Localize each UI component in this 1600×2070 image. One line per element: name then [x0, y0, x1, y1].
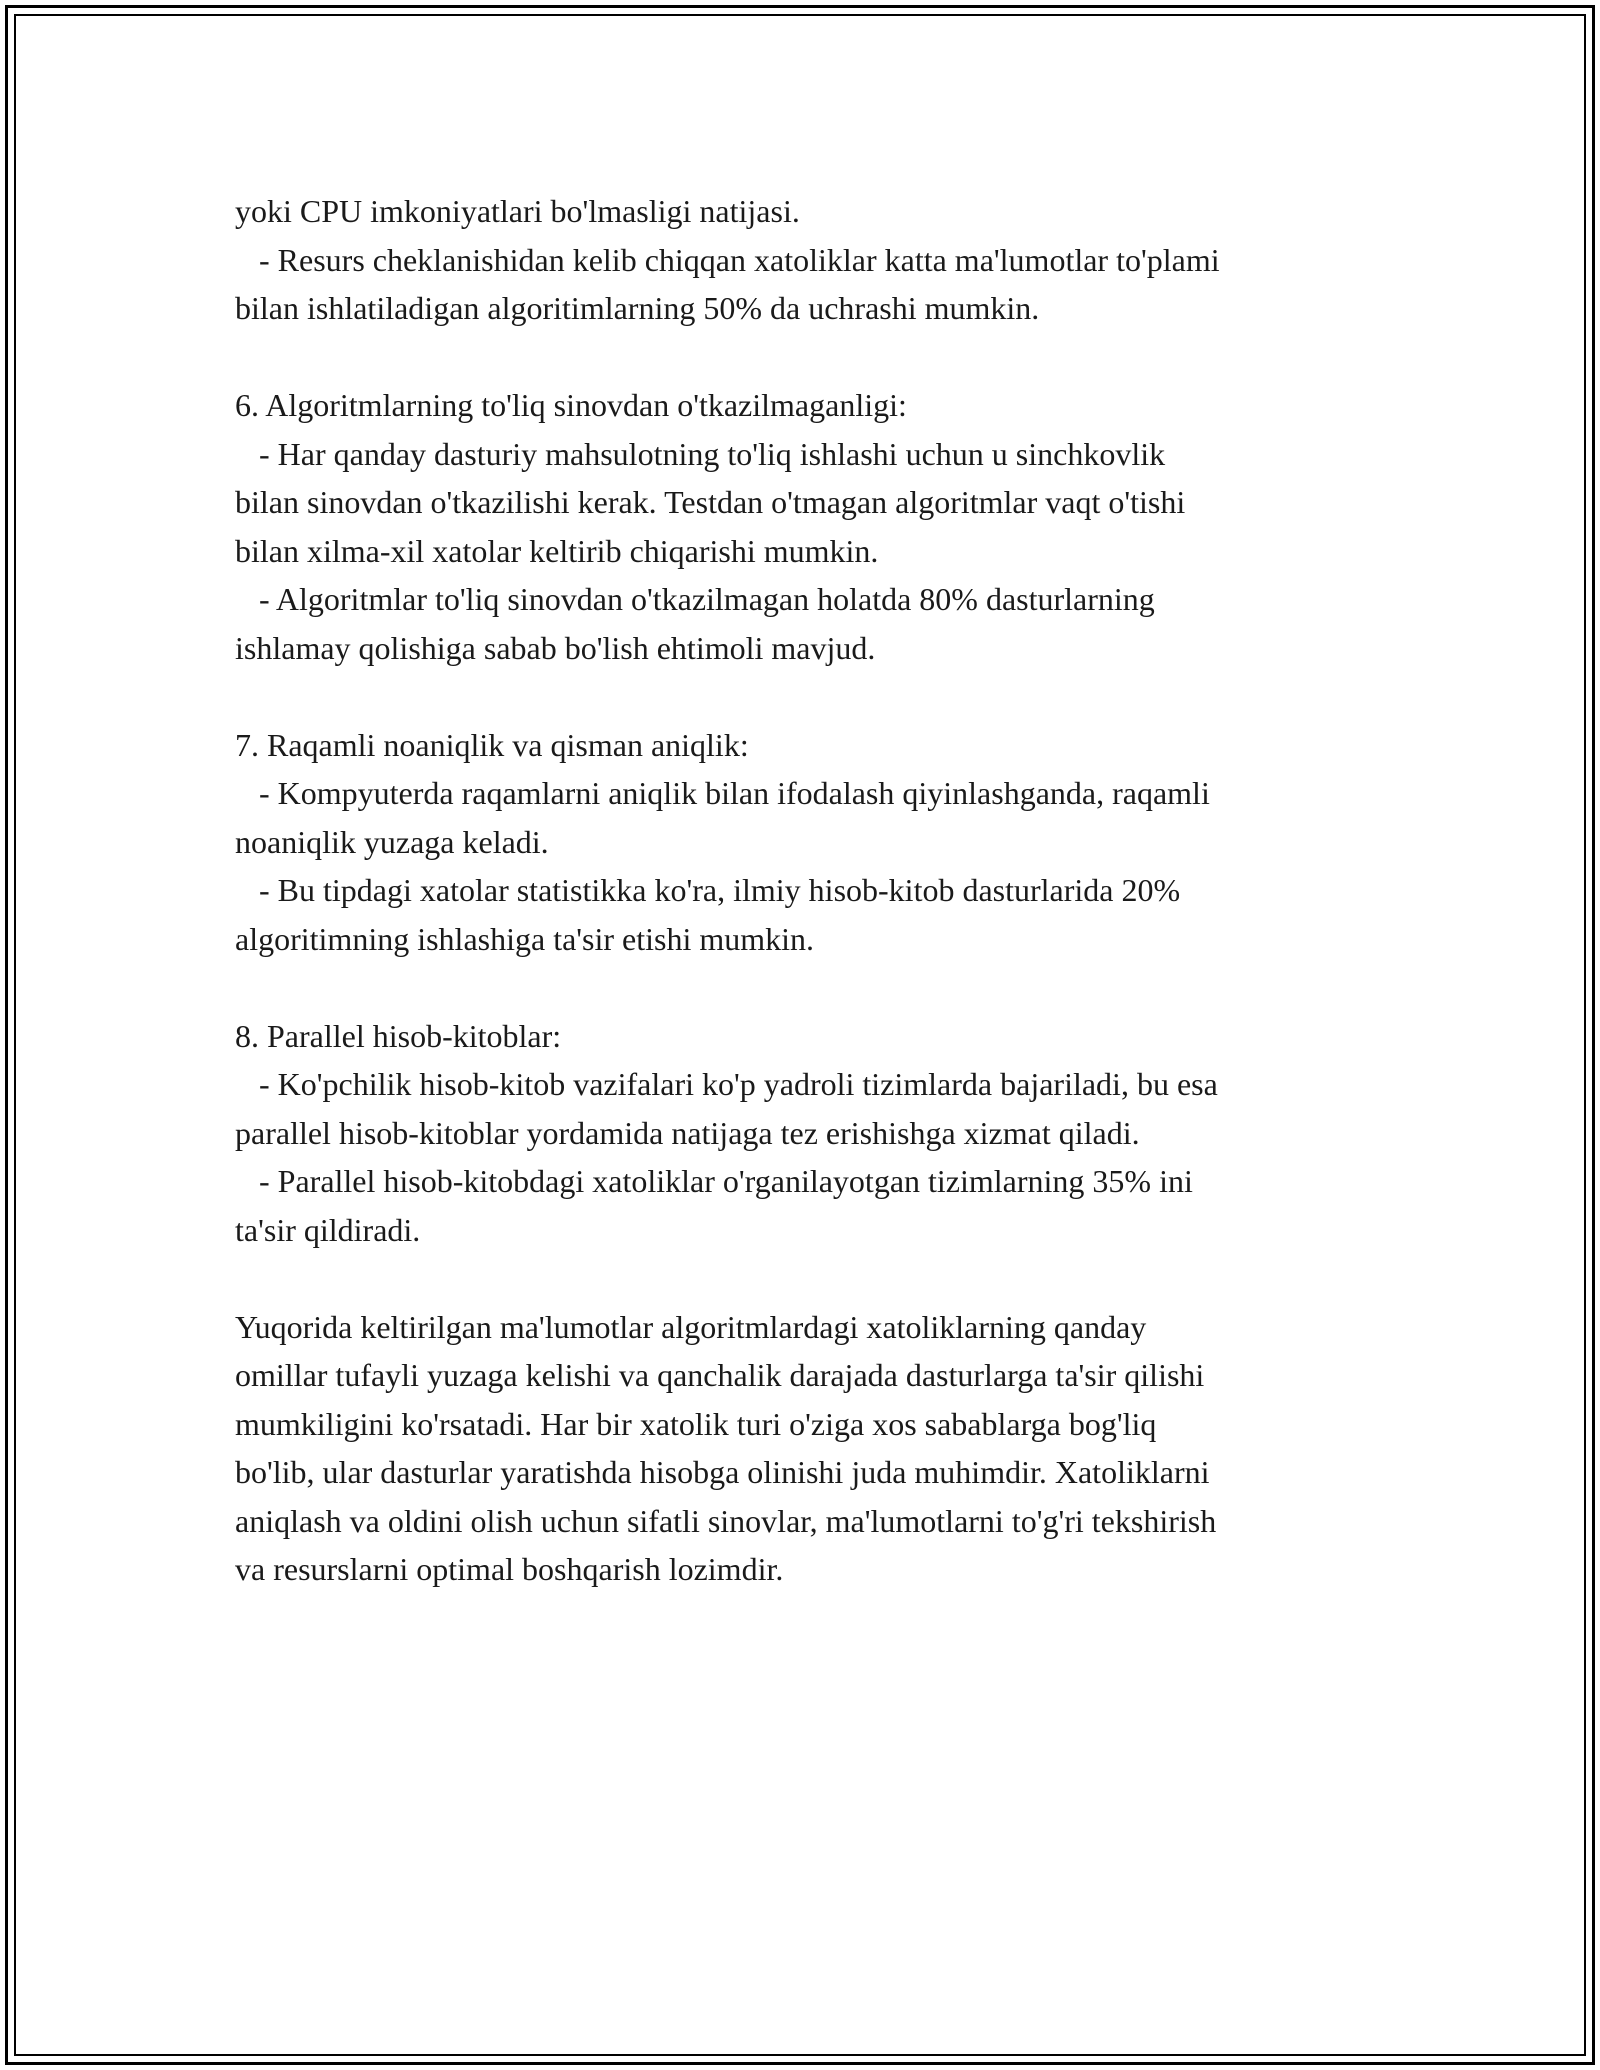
paragraph-resource-limits: [235, 187, 1385, 333]
paragraph-spacer: [235, 333, 1385, 382]
text-line: - Har qanday dasturiy mahsulotning to'liq ishlashi uchun u sinchkovlik: [235, 435, 1166, 472]
text-line: Yuqorida keltirilgan ma'lumotlar algoritmlardagi xatoliklarning qanday: [235, 1308, 1147, 1345]
paragraph-section-8: [235, 1012, 1385, 1255]
text-line: bilan ishlatiladigan algoritimlarning 50% da uchrashi mumkin.: [235, 290, 1040, 326]
text-line: algoritimning ishlashiga ta'sir etishi mumkin.: [235, 920, 815, 957]
document-body: [235, 187, 1385, 1594]
paragraph-spacer: [235, 963, 1385, 1012]
text-line: parallel hisob-kitoblar yordamida natijaga tez erishishga xizmat qiladi.: [235, 1114, 1140, 1151]
paragraph-spacer: [235, 1254, 1385, 1303]
text-line: - Resurs cheklanishidan kelib chiqqan xatoliklar katta ma'lumotlar to'plami: [235, 241, 1220, 278]
text-line: - Algoritmlar to'liq sinovdan o'tkazilmagan holatda 80% dasturlarning: [235, 581, 1155, 617]
paragraph-conclusion: [235, 1303, 1385, 1594]
text-line: aniqlash va oldini olish uchun sifatli sinovlar, ma'lumotlarni to'g'ri tekshirish: [235, 1502, 1217, 1539]
text-line: - Bu tipdagi xatolar statistikka ko'ra, ilmiy hisob-kitob dasturlarida 20%: [235, 872, 1181, 908]
text-line: mumkiligini ko'rsatadi. Har bir xatolik turi o'ziga xos sabablarga bog'liq: [235, 1405, 1157, 1442]
text-line: - Kompyuterda raqamlarni aniqlik bilan ifodalash qiyinlashganda, raqamli: [235, 775, 1210, 811]
text-line: noaniqlik yuzaga keladi.: [235, 823, 549, 860]
text-line: - Ko'pchilik hisob-kitob vazifalari ko'p yadroli tizimlarda bajariladi, bu esa: [235, 1066, 1218, 1102]
section-heading: 8. Parallel hisob-kitoblar:: [235, 1017, 562, 1054]
text-line: ishlamay qolishiga sabab bo'lish ehtimoli mavjud.: [235, 629, 876, 666]
text-line: va resurslarni optimal boshqarish lozimdir.: [235, 1551, 784, 1587]
section-heading: 6. Algoritmlarning to'liq sinovdan o'tkazilmaganligi:: [235, 387, 907, 423]
paragraph-section-6: [235, 381, 1385, 672]
text-line: bilan sinovdan o'tkazilishi kerak. Testdan o'tmagan algoritmlar vaqt o'tishi: [235, 484, 1186, 520]
paragraph-spacer: [235, 672, 1385, 721]
text-line: ta'sir qildiradi.: [235, 1211, 421, 1248]
text-line: omillar tufayli yuzaga kelishi va qanchalik darajada dasturlarga ta'sir qilishi: [235, 1357, 1205, 1393]
text-line: yoki CPU imkoniyatlari bo'lmasligi natijasi.: [235, 193, 800, 229]
paragraph-section-7: [235, 721, 1385, 964]
text-line: bo'lib, ular dasturlar yaratishda hisobga olinishi juda muhimdir. Xatoliklarni: [235, 1454, 1210, 1490]
text-line: bilan xilma-xil xatolar keltirib chiqarishi mumkin.: [235, 532, 879, 569]
text-line: - Parallel hisob-kitobdagi xatoliklar o'rganilayotgan tizimlarning 35% ini: [235, 1163, 1193, 1199]
section-heading: 7. Raqamli noaniqlik va qisman aniqlik:: [235, 726, 749, 763]
